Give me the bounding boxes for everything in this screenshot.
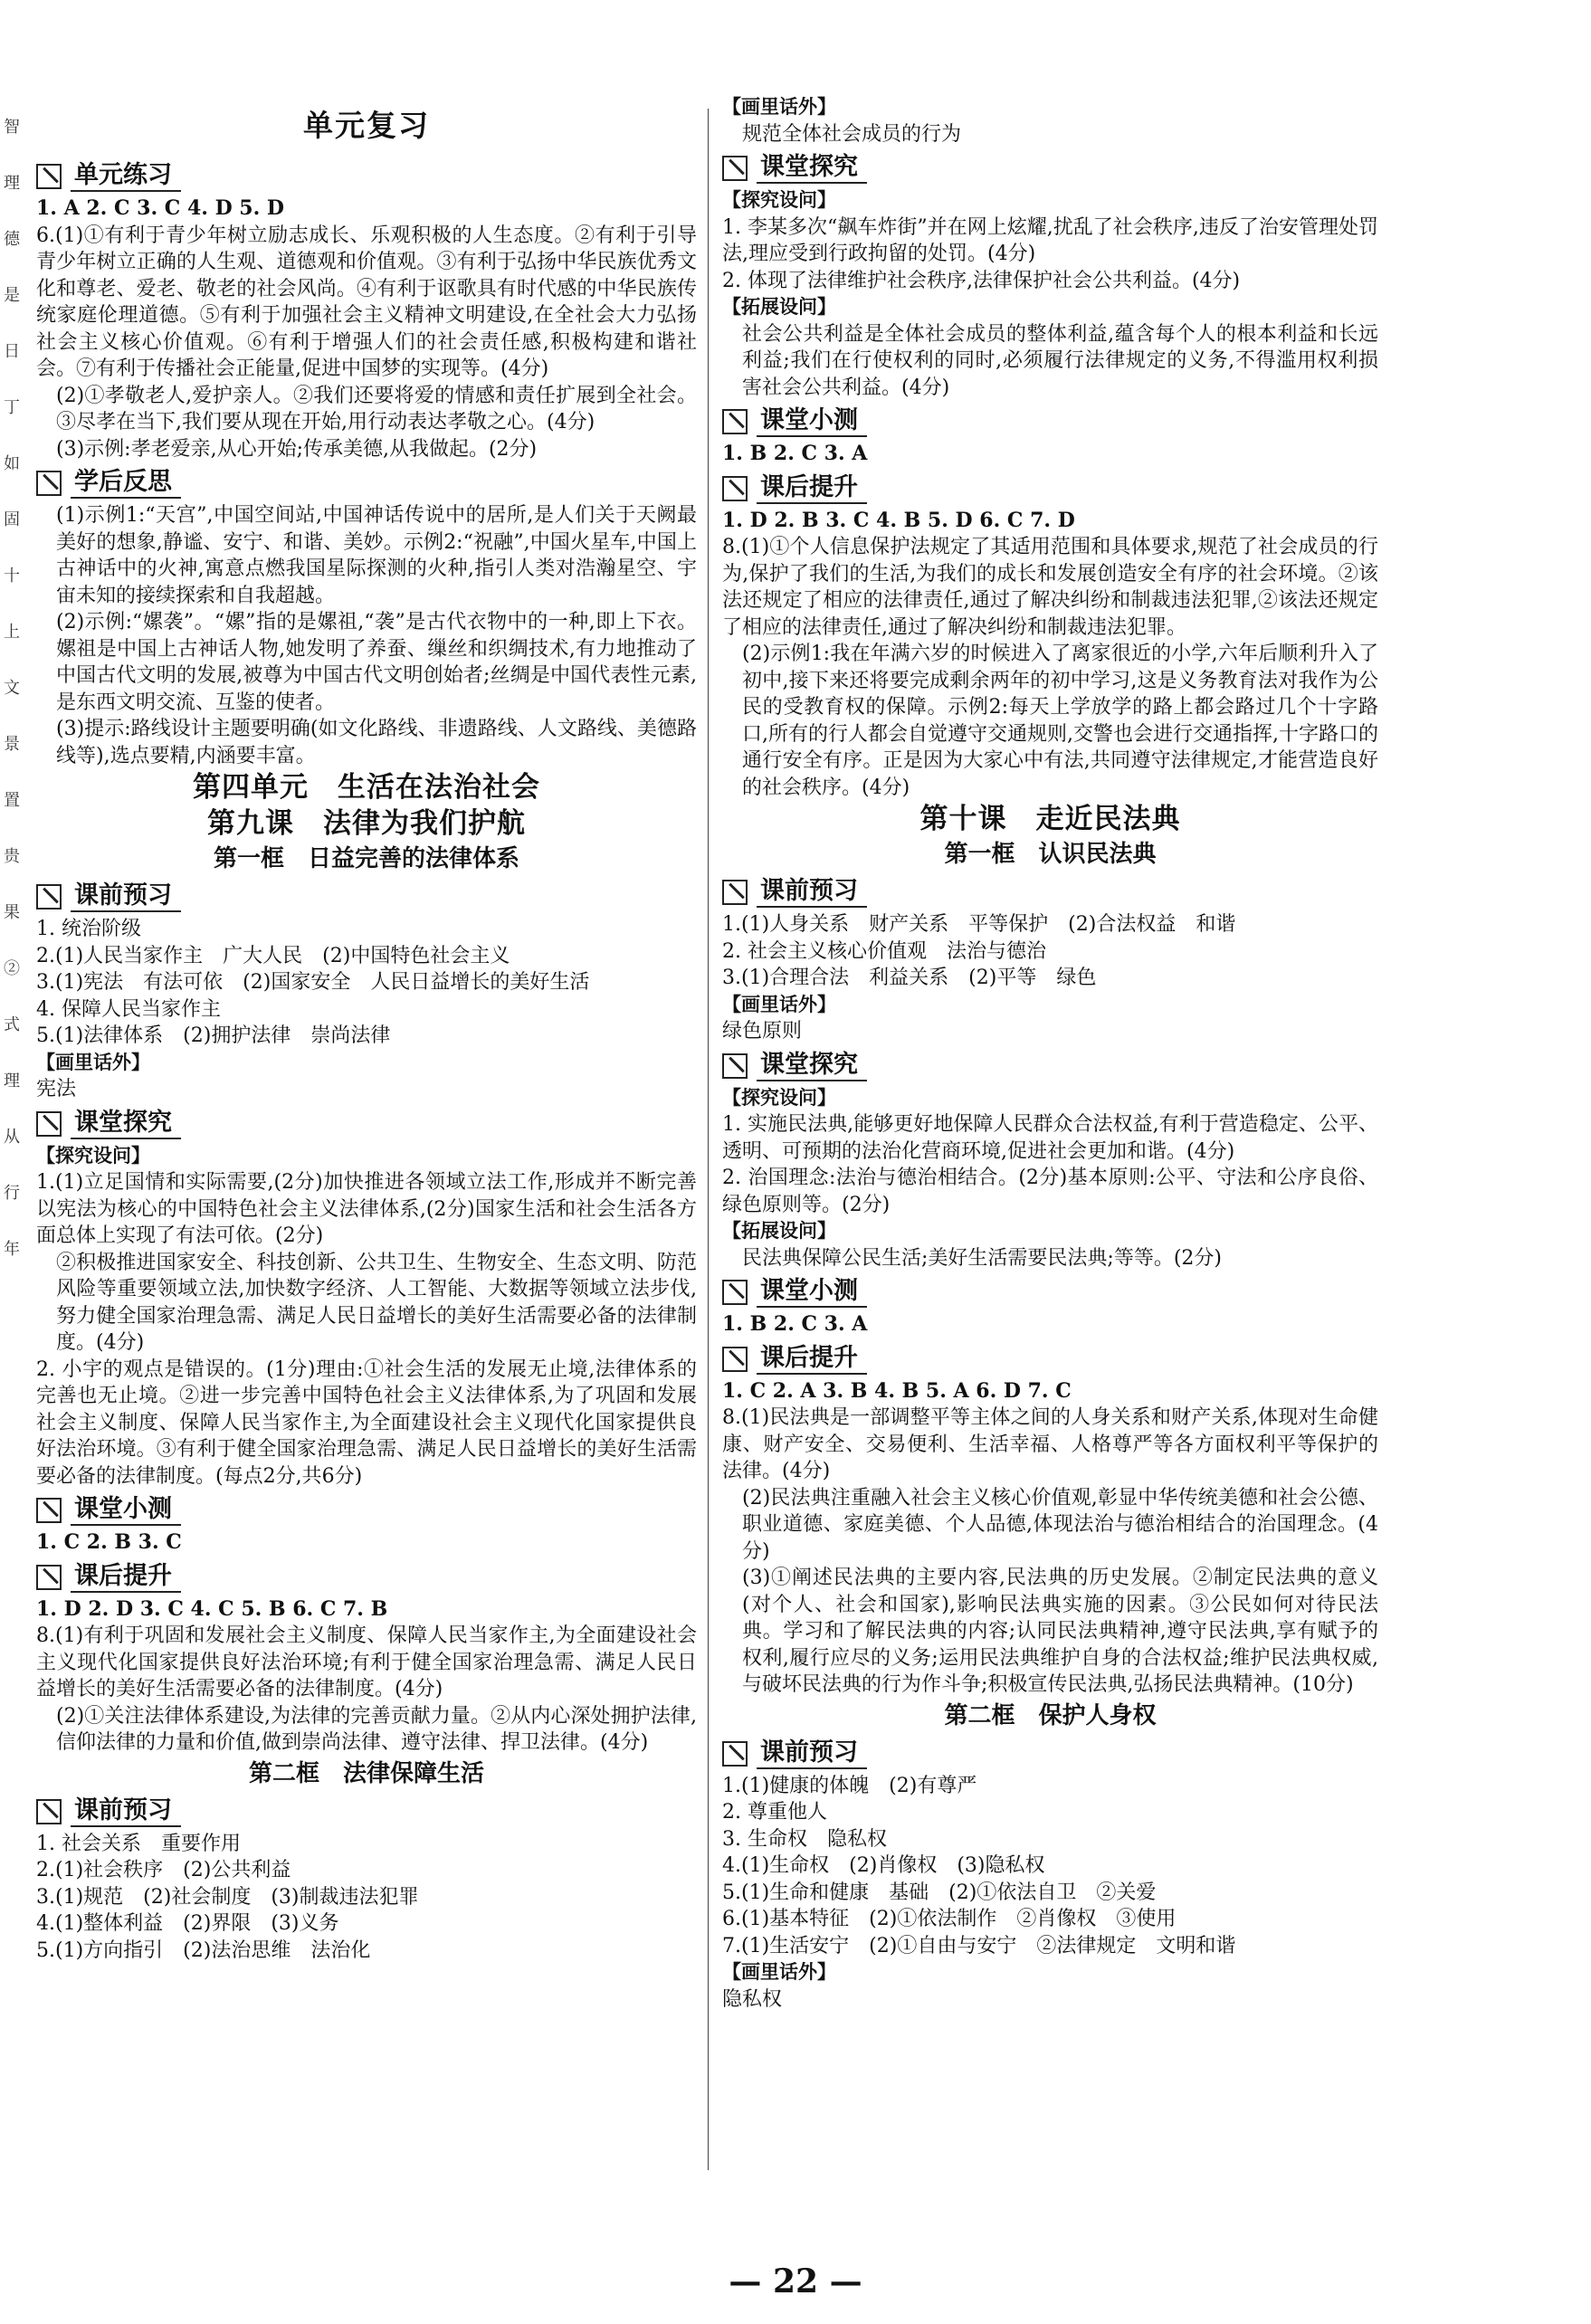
answer-paragraph: 1. 社会关系 重要作用 [36,1832,241,1855]
answer-paragraph: 3.(1)合理合法 利益关系 (2)平等 绿色 [722,967,1097,989]
choice-answers: 1. C 2. B 3. C [36,1530,182,1554]
section-label: 课前预习 [757,1738,867,1769]
answer-subparagraph: (2)①孝敬老人,爱护亲人。②我们还要将爱的情感和责任扩展到全社会。③尽孝在当下,我们要从现在开始,用行动表达孝敬之心。(4分) [56,384,697,433]
choice-answers: 1. B 2. C 3. A [722,1312,868,1336]
chapter-title: 第九课 法律为我们护航 [207,807,526,840]
answer-paragraph: 2.(1)社会秩序 (2)公共利益 [36,1859,291,1881]
section-arrow-icon [722,476,748,501]
section-header [722,1051,1378,1081]
answer-paragraph: 5.(1)法律体系 (2)拥护法律 崇尚法律 [36,1024,391,1047]
section-label: 课堂小测 [71,1495,181,1526]
answer-paragraph: 1. 实施民法典,能够更好地保障人民群众合法权益,有利于营造稳定、公平、透明、可预期的法治化营商环境,促进社会更加和谐。(4分) [722,1113,1378,1163]
section-header [722,1277,1378,1308]
left-margin-fragment: 智 理 德 是 日 丁 如 固 十 上 文 景 置 贵 果 ② 式 理 从 行 年 [4,118,20,1259]
answer-paragraph: 3.(1)规范 (2)社会制度 (3)制裁违法犯罪 [36,1885,419,1909]
answer-paragraph: 1. 统治阶级 [36,918,141,940]
answer-paragraph: 6.(1)①有利于青少年树立励志成长、乐观积极的人生态度。②有利于引导青少年树立正确的人生观、道德观和价值观。③有利于弘扬中华民族优秀文化和尊老、爱老、敬老的社会风尚。④有利于讴歌具有时代感的中华民族传统家庭伦理道德。⑤有利于加强社会主义精神文明建设,在全社会大力弘扬社会主义核心价值观。⑥有利于增强人们的社会责任感,积极构建和谐社会。⑦有利于传播社会正能量,促进中国梦的实现等。(4分) [36,224,697,380]
answer-paragraph: 7.(1)生活安宁 (2)①自由与安宁 ②法律规定 文明和谐 [722,1934,1236,1957]
section-title: 第二框 保护人身权 [944,1701,1157,1729]
answer-paragraph: 隐私权 [722,1987,783,2011]
section-label: 课堂小测 [757,1277,867,1308]
section-label: 课后提升 [757,473,867,504]
answer-subparagraph: ②积极推进国家安全、科技创新、公共卫生、生物安全、生态文明、防范风险等重要领域立法,加快数字经济、人工智能、大数据等领域立法步伐,努力健全国家治理急需、满足人民日益增长的美好生活需要必备的法律制度。(4分) [56,1251,697,1354]
answer-paragraph: 5.(1)方向指引 (2)法治思维 法治化 [36,1938,371,1962]
section-label: 课前预习 [71,1796,181,1827]
answer-paragraph: 3.(1)宪法 有法可依 (2)国家安全 人民日益增长的美好生活 [36,971,590,994]
section-label: 课堂探究 [757,153,867,184]
answer-paragraph: 2. 社会主义核心价值观 法治与德治 [722,939,1046,963]
section-title: 第一框 日益完善的法律体系 [213,845,519,872]
section-arrow-icon [36,884,62,910]
section-label: 课后提升 [71,1562,181,1593]
answer-subparagraph: (3)提示:路线设计主题要明确(如文化路线、非遗路线、人文路线、美德路线等),选点要精,内涵要丰富。 [56,718,697,767]
bracket-tag: 【拓展设问】 [722,296,836,318]
bracket-tag: 【探究设问】 [36,1144,150,1167]
answer-paragraph: 1. 李某多次“飙车炸街”并在网上炫耀,扰乱了社会秩序,违反了治安管理处罚法,理应受到行政拘留的处罚。(4分) [722,215,1378,265]
section-label: 学后反思 [71,468,181,499]
answer-paragraph: 6.(1)基本特征 (2)①依法制作 ②肖像权 ③使用 [722,1908,1177,1930]
answer-paragraph: 8.(1)有利于巩固和发展社会主义制度、保障人民当家作主,为全面建设社会主义现代化国家提供良好法治环境;有利于健全国家治理急需、满足人民日益增长的美好生活需要必备的法律制度。(4分) [36,1624,697,1700]
section-arrow-icon [722,156,748,181]
answer-paragraph: 1.(1)人身关系 财产关系 平等保护 (2)合法权益 和谐 [722,913,1236,936]
section-label: 课后提升 [757,1344,867,1375]
section-header [36,468,697,499]
answer-paragraph: 2. 尊重他人 [722,1801,827,1824]
section-label: 课堂小测 [757,406,867,437]
chapter-title: 第四单元 生活在法治社会 [193,771,540,804]
choice-answers: 1. D 2. D 3. C 4. C 5. B 6. C 7. B [36,1596,388,1621]
section-arrow-icon [36,1565,62,1590]
section-arrow-icon [36,1498,62,1523]
answer-subparagraph: (2)①关注法律体系建设,为法律的完善贡献力量。②从内心深处拥护法律,信仰法律的力量和价值,做到崇尚法律、遵守法律、捍卫法律。(4分) [56,1704,697,1754]
answer-paragraph: 3. 生命权 隐私权 [722,1827,887,1851]
answer-paragraph: 宪法 [36,1078,77,1100]
section-arrow-icon [722,1347,748,1372]
section-label: 课堂探究 [71,1109,181,1139]
left-column [36,94,697,1964]
choice-answers: 1. B 2. C 3. A [722,442,868,465]
answer-subparagraph: (2)民法典注重融入社会主义核心价值观,彰显中华传统美德和社会公德、职业道德、家庭美德、个人品德,体现法治与德治相结合的治国理念。(4分) [742,1486,1378,1563]
answer-subparagraph: (1)示例1:“天宫”,中国空间站,中国神话传说中的居所,是人们关于天阙最美好的想象,静谧、安宁、和谐、美妙。示例2:“祝融”,中国火星车,中国上古神话中的火神,寓意点燃我国星际探测的火种,指引人类对浩瀚星空、宇宙未知的接续探索和自我超越。 [56,504,697,607]
bracket-tag: 【拓展设问】 [722,1220,836,1242]
answer-subparagraph: 社会公共利益是全体社会成员的整体利益,蕴含每个人的根本利益和长远利益;我们在行使权利的同时,必须履行法律规定的义务,不得滥用权利损害社会公共利益。(4分) [742,322,1378,399]
section-arrow-icon [722,1053,748,1079]
section-title: 第二框 法律保障生活 [248,1759,484,1787]
column-divider [708,109,709,2170]
answer-paragraph: 4. 保障人民当家作主 [36,997,221,1021]
section-arrow-icon [36,1799,62,1824]
answer-subparagraph: (2)示例:“嫘袭”。“嫘”指的是嫘祖,“袭”是古代衣物中的一种,即上下衣。嫘祖是中国上古神话人物,她发明了养蚕、缫丝和织绸技术,有力地推动了中国古代文明的发展,被尊为中国古代文明创始者;丝绸是中国代表性元素,是东西文明交流、互鉴的使者。 [56,611,697,714]
section-label: 课前预习 [71,881,181,912]
bracket-tag: 【画里话外】 [36,1051,150,1073]
section-header [36,1109,697,1139]
answer-subparagraph: 民法典保障公民生活;美好生活需要民法典;等等。(2分) [742,1246,1222,1270]
answer-paragraph: 1.(1)立足国情和实际需要,(2分)加快推进各领域立法工作,形成并不断完善以宪法为核心的中国特色社会主义法律体系,(2分)国家生活和社会生活各方面总体上实现了有法可依。(2分) [36,1171,697,1247]
answer-subparagraph: (3)示例:孝老爱亲,从心开始;传承美德,从我做起。(2分) [56,437,538,461]
bracket-tag: 【探究设问】 [722,189,836,211]
chapter-title: 第十课 走近民法典 [919,803,1181,835]
section-header [36,1796,697,1827]
section-header [36,1562,697,1593]
bracket-tag: 【画里话外】 [722,1961,836,1983]
bracket-tag: 【画里话外】 [722,993,836,1015]
section-arrow-icon [722,1741,748,1767]
section-header [722,1738,1378,1769]
answer-subparagraph: 规范全体社会成员的行为 [742,122,962,146]
section-title: 第一框 认识民法典 [944,841,1157,868]
section-arrow-icon [722,880,748,905]
answer-paragraph: 2. 体现了法律维护社会秩序,法律保护社会公共利益。(4分) [722,269,1241,292]
choice-answers: 1. C 2. A 3. B 4. B 5. A 6. D 7. C [722,1378,1072,1403]
section-arrow-icon [36,1111,62,1137]
section-arrow-icon [36,164,62,189]
section-header [36,1495,697,1526]
section-header [722,877,1378,908]
bracket-tag: 【探究设问】 [722,1086,836,1109]
section-label: 课前预习 [757,877,867,908]
answer-paragraph: 2. 小宇的观点是错误的。(1分)理由:①社会生活的发展无止境,法律体系的完善也无止境。②进一步完善中国特色社会主义法律体系,为了巩固和发展社会主义制度、保障人民当家作主,为全面建设社会主义现代化国家提供良好法治环境。③有利于健全国家治理急需、满足人民日益增长的美好生活需要必备的法律制度。(每点2分,共6分) [36,1357,697,1488]
answer-paragraph: 5.(1)生命和健康 基础 (2)①依法自卫 ②关爱 [722,1881,1157,1904]
section-header [722,1344,1378,1375]
section-header [36,161,697,192]
answer-paragraph: 绿色原则 [722,1020,803,1043]
section-label: 单元练习 [71,161,181,192]
unit-title: 单元复习 [303,108,430,143]
section-arrow-icon [36,471,62,496]
section-arrow-icon [722,409,748,434]
answer-subparagraph: (3)①阐述民法典的主要内容,民法典的历史发展。②制定民法典的意义(对个人、社会和国家),影响民法典实施的因素。③公民如何对待民法典。学习和了解民法典的内容;认同民法典精神,遵守民法典,享有赋予的权利,履行应尽的义务;运用民法典维护自身的合法权益;维护民法典权威,与破坏民法典的行为作斗争;积极宣传民法典,弘扬民法典精神。(10分) [742,1567,1378,1696]
section-arrow-icon [722,1280,748,1305]
section-header [722,473,1378,504]
answer-paragraph: 4.(1)整体利益 (2)界限 (3)义务 [36,1912,339,1935]
choice-answers: 1. A 2. C 3. C 4. D 5. D [36,196,285,220]
section-label: 课堂探究 [757,1051,867,1081]
answer-paragraph: 1.(1)健康的体魄 (2)有尊严 [722,1774,977,1797]
answer-paragraph: 2. 治国理念:法治与德治相结合。(2分)基本原则:公平、守法和公序良俗、绿色原则等。(2分) [722,1167,1378,1216]
right-column [722,94,1378,2013]
section-header [722,153,1378,184]
answer-paragraph: 8.(1)民法典是一部调整平等主体之间的人身关系和财产关系,体现对生命健康、财产安全、交易便利、生活幸福、人格尊严等各方面权利平等保护的法律。(4分) [722,1406,1378,1482]
answer-paragraph: 4.(1)生命权 (2)肖像权 (3)隐私权 [722,1854,1045,1877]
answer-subparagraph: (2)示例1:我在年满六岁的时候进入了离家很近的小学,六年后顺利升入了初中,接下来还将要完成剩余两年的初中学习,这是义务教育法对我作为公民的受教育权的保障。示例2:每天上学放学的路上都会路过几个十字路口,所有的行人都会自觉遵守交通规则,交警也会进行交通指挥,十字路口的通行安全有序。正是因为大家心中有法,共同遵守法律规定,才能营造良好的社会秩序。(4分) [742,643,1378,799]
answer-paragraph: 2.(1)人民当家作主 广大人民 (2)中国特色社会主义 [36,944,510,967]
answer-paragraph: 8.(1)①个人信息保护法规定了其适用范围和具体要求,规范了社会成员的行为,保护了我们的生活,为我们的成长和发展创造安全有序的社会环境。②该法还规定了相应的法律责任,通过了解决纠纷和制裁违法犯罪,②该法还规定了相应的法律责任,通过了解决纠纷和制裁违法犯罪。 [722,536,1378,639]
section-header [722,406,1378,437]
page-number: — 22 — [729,2262,862,2300]
bracket-tag: 【画里话外】 [722,96,836,118]
section-header [36,881,697,912]
choice-answers: 1. D 2. B 3. C 4. B 5. D 6. C 7. D [722,508,1075,532]
